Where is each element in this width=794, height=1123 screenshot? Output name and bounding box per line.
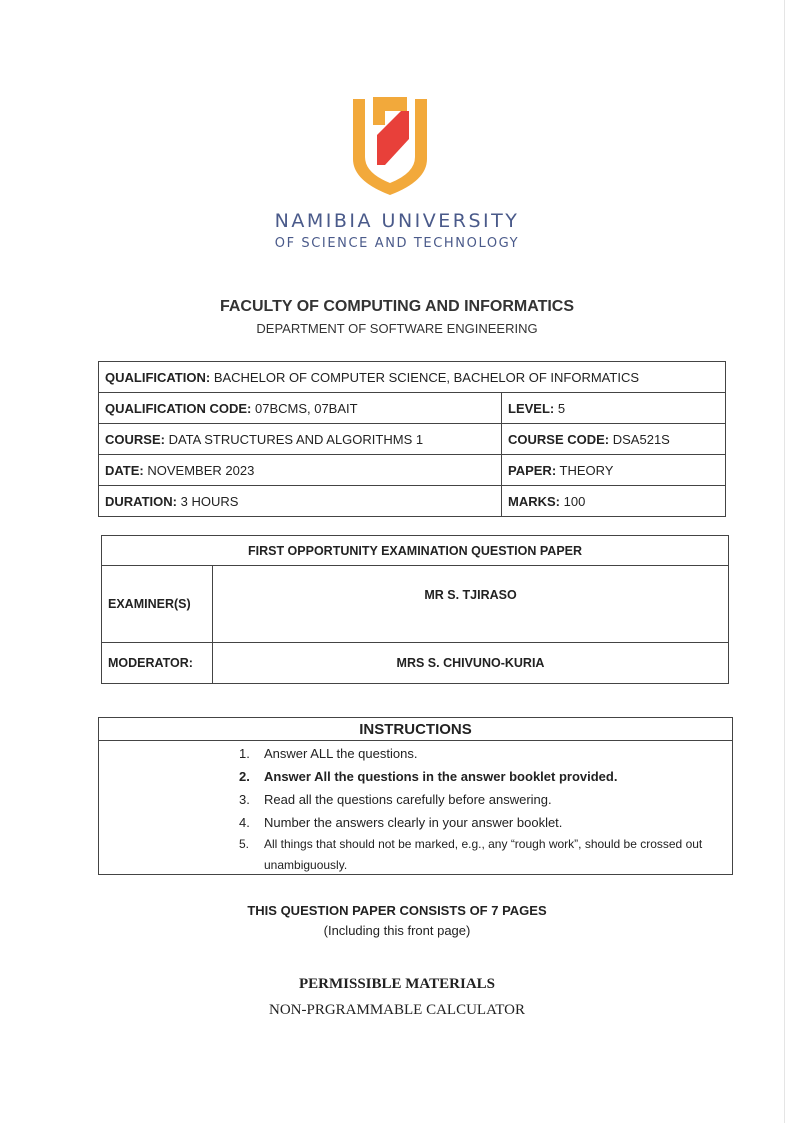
examiner-label: EXAMINER(S)	[102, 566, 213, 643]
list-item-text: Answer All the questions in the answer booklet provided.	[264, 769, 618, 784]
exam-details-table	[98, 361, 726, 517]
level-cell	[502, 393, 726, 424]
course-value: DATA STRUCTURES AND ALGORITHMS 1	[168, 431, 424, 447]
moderator-label: MODERATOR:	[102, 643, 213, 684]
list-item	[239, 811, 719, 834]
instructions-title: INSTRUCTIONS	[99, 718, 732, 741]
list-item-number: 5.	[239, 837, 250, 851]
list-item	[239, 742, 719, 765]
table-row	[102, 566, 729, 643]
date-value: NOVEMBER 2023	[147, 462, 255, 478]
permissible-materials-item: NON-PRGRAMMABLE CALCULATOR	[269, 1002, 525, 1018]
duration-value: 3 HOURS	[180, 493, 239, 509]
qualification-code-value: 07BCMS, 07BAIT	[254, 400, 358, 416]
level-label: LEVEL:	[508, 400, 555, 416]
list-item-number: 4.	[239, 815, 250, 830]
list-item-number: 2.	[239, 769, 250, 784]
table-row	[102, 536, 729, 566]
table-row	[99, 393, 726, 424]
table-row	[99, 362, 726, 393]
qualification-value: BACHELOR OF COMPUTER SCIENCE, BACHELOR OF INFORMATICS	[213, 369, 640, 385]
date-label: DATE:	[105, 462, 144, 478]
course-code-cell	[502, 424, 726, 455]
qualification-code-label: QUALIFICATION CODE:	[105, 400, 252, 416]
paper-label: PAPER:	[508, 462, 557, 478]
table-row	[99, 455, 726, 486]
list-item	[239, 788, 719, 811]
department-title: DEPARTMENT OF SOFTWARE ENGINEERING	[256, 321, 538, 336]
duration-label: DURATION:	[105, 493, 177, 509]
faculty-title: FACULTY OF COMPUTING AND INFORMATICS	[219, 298, 575, 315]
list-item-text: Read all the questions carefully before answering.	[264, 792, 552, 807]
date-cell	[99, 455, 502, 486]
qualification-label: QUALIFICATION:	[105, 369, 211, 385]
permissible-materials-title: PERMISSIBLE MATERIALS	[298, 976, 496, 992]
paper-cell	[502, 455, 726, 486]
duration-cell	[99, 486, 502, 517]
qualification-cell	[99, 362, 726, 393]
qualification-code-cell	[99, 393, 502, 424]
list-item-text: Number the answers clearly in your answer booklet.	[264, 815, 563, 830]
instructions-box	[98, 717, 733, 875]
list-item-number: 3.	[239, 792, 250, 807]
marks-cell	[502, 486, 726, 517]
marks-value: 100	[563, 493, 586, 509]
table-row	[99, 486, 726, 517]
instructions-list	[239, 742, 719, 876]
course-code-label: COURSE CODE:	[508, 431, 610, 447]
list-item-number: 1.	[239, 746, 250, 761]
nust-shield-logo-icon	[345, 95, 435, 195]
list-item	[239, 765, 719, 788]
examiner-value: MR S. TJIRASO	[213, 566, 729, 643]
page-count-subnote: (Including this front page)	[323, 923, 471, 938]
table-row	[102, 643, 729, 684]
level-value: 5	[557, 400, 566, 416]
marks-label: MARKS:	[508, 493, 560, 509]
course-label: COURSE:	[105, 431, 165, 447]
university-subtitle: OF SCIENCE AND TECHNOLOGY	[274, 236, 520, 251]
page-count-notice: THIS QUESTION PAPER CONSISTS OF 7 PAGES	[247, 903, 547, 918]
page-edge-divider	[784, 0, 785, 1123]
list-item	[239, 834, 719, 876]
examination-title: FIRST OPPORTUNITY EXAMINATION QUESTION PAPER	[102, 536, 729, 566]
course-cell	[99, 424, 502, 455]
university-name: NAMIBIA UNIVERSITY	[274, 210, 520, 232]
table-row	[99, 424, 726, 455]
examination-table	[101, 535, 729, 684]
paper-value: THEORY	[559, 462, 614, 478]
list-item-text: Answer ALL the questions.	[264, 746, 418, 761]
moderator-value: MRS S. CHIVUNO-KURIA	[213, 643, 729, 684]
course-code-value: DSA521S	[612, 431, 670, 447]
list-item-text: All things that should not be marked, e.g., any “rough work”, should be crossed out unambiguously.	[264, 837, 703, 872]
